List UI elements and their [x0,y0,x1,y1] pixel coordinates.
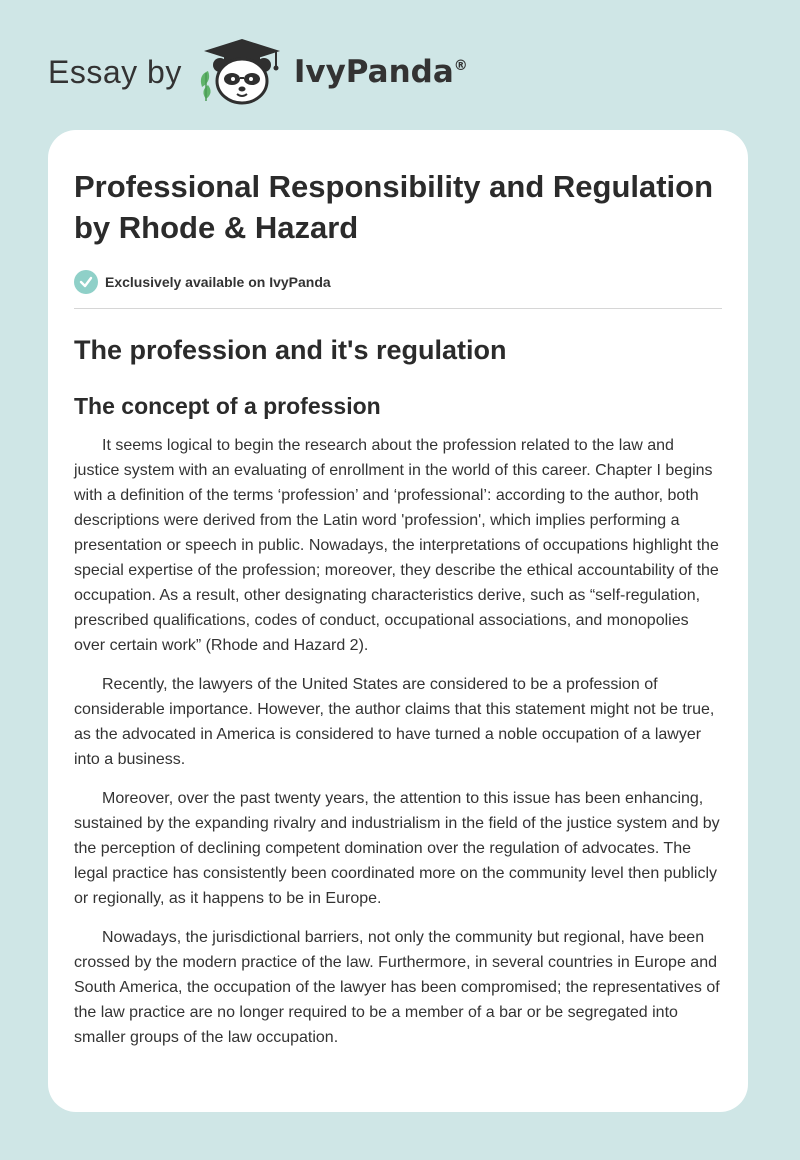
paragraph: Moreover, over the past twenty years, the attention to this issue has been enhancing, sustained by the expanding rivalry and industrialism in the field of the justice system and by the perception of declining competent domination over the regulation of advocates. The legal practice has consistently been coordinated more on the community level then publicly or regionally, as it happens to be in Europe. [74,790,720,907]
exclusive-badge [74,270,722,294]
check-icon [74,270,98,294]
brand-name-text: IvyPanda [293,54,454,90]
brand-prefix: Essay by [48,53,182,90]
paragraph: Nowadays, the jurisdictional barriers, not only the community but regional, have been crossed by the modern practice of the law. Furthermore, in several countries in Europe and South America, the occupation of the lawyer has been compromised; the representatives of the law practice are no longer required to be a member of a bar or be segregated into smaller groups of the law occupation. [74,929,720,1046]
paragraph: Recently, the lawyers of the United States are considered to be a profession of considerable importance. However, the author claims that this statement might not be true, as the advocated in America is considered to have turned a noble occupation of a lawyer into a business. [74,676,715,768]
panda-logo-icon[interactable] [196,37,288,107]
essay-card [48,130,748,1112]
divider [74,308,722,309]
section-heading: The profession and it's regulation [74,335,507,365]
exclusive-label: Exclusively available on IvyPanda [105,274,331,290]
registered-mark: ® [453,58,468,74]
site-header [48,36,468,108]
subsection-heading: The concept of a profession [74,393,381,419]
brand-name[interactable] [294,54,468,90]
page-title: Professional Responsibility and Regulation by Rhode & Hazard [74,169,714,245]
paragraph: It seems logical to begin the research about the profession related to the law and justice system with an evaluating of enrollment in the world of this career. Chapter I begins with a definition of the terms ‘profession’ and ‘professional’: according to the author, both descriptions were derived from the Latin word 'profession', which implies performing a presentation or speech in public. Nowadays, the interpretations of occupations highlight the special expertise of the profession; moreover, they describe the ethical accountability of the occupation. As a result, other designating characteristics derive, such as “self-regulation, prescribed qualifications, codes of conduct, occupational associations, and monopolies over certain work” (Rhode and Hazard 2). [74,437,719,654]
